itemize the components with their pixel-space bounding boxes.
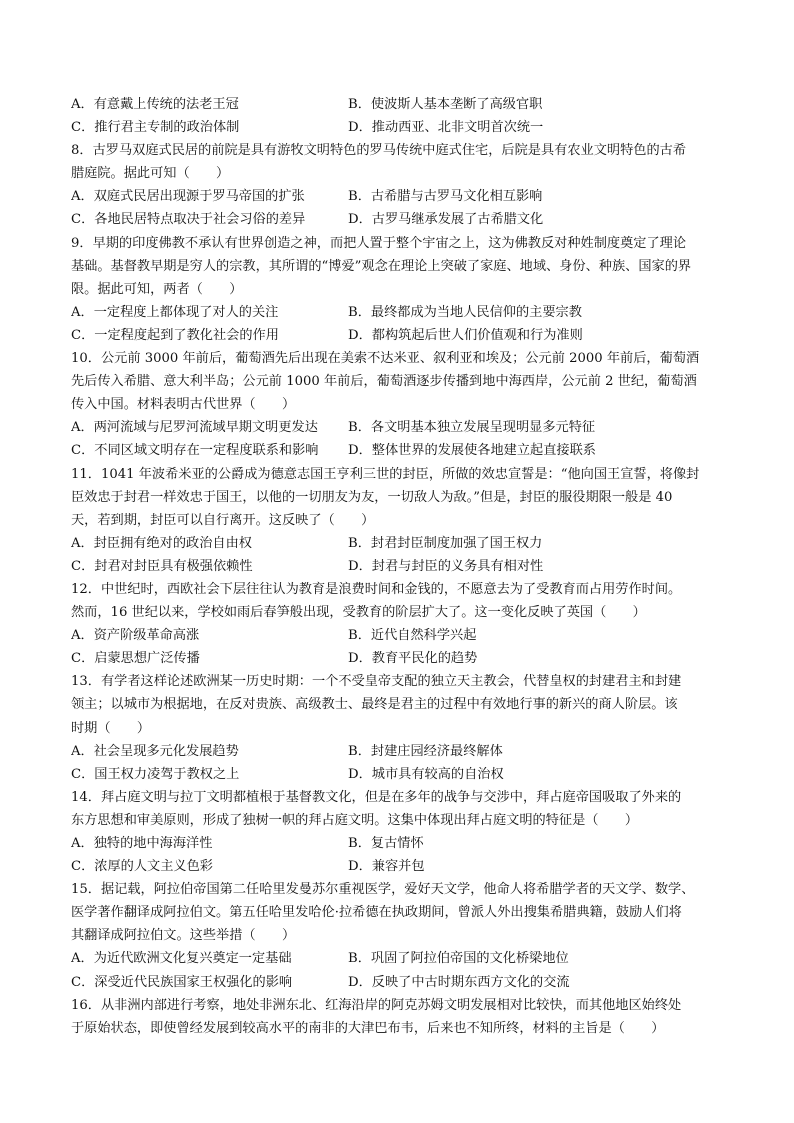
question-text-line: 传入中国。材料表明古代世界（ ） (71, 397, 296, 413)
answer-options-row (71, 832, 723, 855)
answer-options-row (71, 647, 723, 670)
answer-options-row (71, 439, 723, 462)
question-text-line: 10．公元前 3000 年前后，葡萄酒先后出现在美索不达米亚、叙利亚和埃及；公元前 2000 年前后，葡萄酒 (71, 351, 700, 367)
answer-options-row (71, 116, 723, 139)
answer-options-row (71, 93, 723, 116)
answer-option: B．封君封臣制度加强了国王权力 (348, 535, 543, 551)
answer-option: D．兼容并包 (348, 859, 425, 875)
answer-options-row (71, 555, 723, 578)
answer-options-row (71, 324, 723, 347)
answer-option: B．近代自然科学兴起 (348, 628, 477, 644)
answer-option: D．封君与封臣的义务具有相对性 (348, 558, 544, 574)
answer-options-row (71, 208, 723, 231)
question-text-line: 14．拜占庭文明与拉丁文明都植根于基督教文化，但是在多年的战争与交涉中，拜占庭帝国吸取了外来的 (71, 789, 682, 805)
question-text-line: 13．有学者这样论述欧洲某一历史时期：一个不受皇帝支配的独立天主教会，代替皇权的封建君主和封建 (71, 674, 682, 690)
question-text-line: 基础。基督教早期是穷人的宗教，其所谓的“博爱”观念在理论上突破了家庭、地域、身份、种族、国家的界 (71, 258, 692, 274)
answer-option: A．一定程度上都体现了对人的关注 (71, 304, 279, 320)
answer-option: B．最终都成为当地人民信仰的主要宗教 (348, 304, 582, 320)
question-text-line: 11．1041 年波希米亚的公爵成为德意志国王亨利三世的封臣，所做的效忠宣誓是：“他向国王宣誓，将像封 (71, 466, 700, 482)
question-text-line: 12．中世纪时，西欧社会下层往往认为教育是浪费时间和金钱的，不愿意去为了受教育而占用劳作时间。 (71, 581, 682, 597)
question-text-line: 于原始状态，即使曾经发展到较高水平的南非的大津巴布韦，后来也不知所终，材料的主旨是（ ） (71, 1020, 665, 1036)
exam-page (71, 93, 723, 1040)
answer-options-row (71, 301, 723, 324)
answer-option: C．浓厚的人文主义色彩 (71, 859, 213, 875)
answer-option: C．启蒙思想广泛传播 (71, 651, 200, 667)
answer-options-row (71, 855, 723, 878)
answer-option: B．巩固了阿拉伯帝国的文化桥梁地位 (348, 951, 569, 967)
answer-option: D．整体世界的发展使各地建立起直接联系 (348, 443, 596, 459)
question-text-line: 东方思想和审美原则，形成了独树一帜的拜占庭文明。这集中体现出拜占庭文明的特征是（ ） (71, 812, 639, 828)
answer-option: D．教育平民化的趋势 (348, 651, 478, 667)
answer-option: C．国王权力凌驾于教权之上 (71, 766, 240, 782)
question-text-line: 先后传入希腊、意大利半岛；公元前 1000 年前后，葡萄酒逐步传播到地中海西岸，公元前 2 世纪，葡萄酒 (71, 374, 697, 390)
answer-option: A．有意戴上传统的法老王冠 (71, 97, 239, 112)
answer-option: D．城市具有较高的自治权 (348, 766, 504, 782)
question-text-line: 限。据此可知，两者（ ） (71, 281, 243, 297)
question-text-line: 天，若到期，封臣可以自行离开。这反映了（ ） (71, 512, 375, 528)
question-text-line: 9．早期的印度佛教不承认有世界创造之神，而把人置于整个宇宙之上，这为佛教反对种姓制度奠定了理论 (71, 235, 687, 251)
answer-option: C．封君对封臣具有极强依赖性 (71, 558, 253, 574)
question-text-line: 腊庭院。据此可知（ ） (71, 166, 230, 182)
answer-option: A．独特的地中海海洋性 (71, 836, 213, 851)
answer-options-row (71, 971, 723, 994)
answer-option: A．为近代欧洲文化复兴奠定一定基础 (71, 951, 292, 967)
question-text-line: 15．据记载，阿拉伯帝国第二任哈里发曼苏尔重视医学，爱好天文学，他命人将希腊学者的天文学、数学、 (71, 882, 695, 898)
answer-option: D．古罗马继承发展了古希腊文化 (348, 212, 544, 228)
answer-option: C．深受近代民族国家王权强化的影响 (71, 974, 293, 990)
question-text-line: 时期（ ） (71, 720, 151, 736)
answer-options-row (71, 532, 723, 555)
answer-option: A．封臣拥有绝对的政治自由权 (71, 535, 252, 551)
answer-option: D．反映了中古时期东西方文化的交流 (348, 974, 570, 990)
answer-option: B．封建庄园经济最终解体 (348, 743, 503, 759)
question-text-line: 领主；以城市为根据地，在反对贵族、高级教士、最终是君主的过程中有效地行事的新兴的商人阶层。该 (71, 697, 678, 713)
question-text-line: 其翻译成阿拉伯文。这些举措（ ） (71, 928, 296, 944)
answer-options-row (71, 185, 723, 208)
answer-options-row (71, 740, 723, 763)
answer-options-row (71, 416, 723, 439)
question-text-line: 臣效忠于封君一样效忠于国王，以他的一切朋友为友，一切敌人为敌。”但是，封臣的服役期限一般是 40 (71, 489, 673, 505)
answer-option: C．各地民居特点取决于社会习俗的差异 (71, 212, 306, 228)
question-text-line: 然而，16 世纪以来，学校如雨后春笋般出现，受教育的阶层扩大了。这一变化反映了英国（ ） (71, 605, 646, 621)
answer-option: C．不同区域文明存在一定程度联系和影响 (71, 443, 319, 459)
answer-option: A．两河流域与尼罗河流域早期文明更发达 (71, 420, 318, 436)
answer-option: A．双庭式民居出现源于罗马帝国的扩张 (71, 189, 305, 205)
answer-option: A．社会呈现多元化发展趋势 (71, 743, 239, 759)
answer-option: B．使波斯人基本垄断了高级官职 (348, 97, 543, 112)
answer-option: A．资产阶级革命高涨 (71, 628, 200, 644)
answer-options-row (71, 624, 723, 647)
answer-option: D．推动西亚、北非文明首次统一 (348, 120, 544, 136)
answer-option: C．推行君主专制的政治体制 (71, 120, 240, 136)
answer-option: D．都构筑起后世人们价值观和行为准则 (348, 327, 583, 343)
answer-option: C．一定程度起到了教化社会的作用 (71, 327, 279, 343)
question-text-line: 16．从非洲内部进行考察，地处非洲东北、红海沿岸的阿克苏姆文明发展相对比较快，而其他地区始终处 (71, 997, 682, 1013)
answer-option: B．古希腊与古罗马文化相互影响 (348, 189, 543, 205)
answer-options-row (71, 947, 723, 970)
question-text-line: 8．古罗马双庭式民居的前院是具有游牧文明特色的罗马传统中庭式住宅，后院是具有农业文明特色的古希 (71, 143, 687, 159)
answer-options-row (71, 763, 723, 786)
question-text-line: 医学著作翻译成阿拉伯文。第五任哈里发哈伦·拉希德在执政期间，曾派人外出搜集希腊典籍，鼓励人们将 (71, 905, 682, 921)
answer-option: B．复古情怀 (348, 836, 424, 851)
answer-option: B．各文明基本独立发展呈现明显多元特征 (348, 420, 596, 436)
